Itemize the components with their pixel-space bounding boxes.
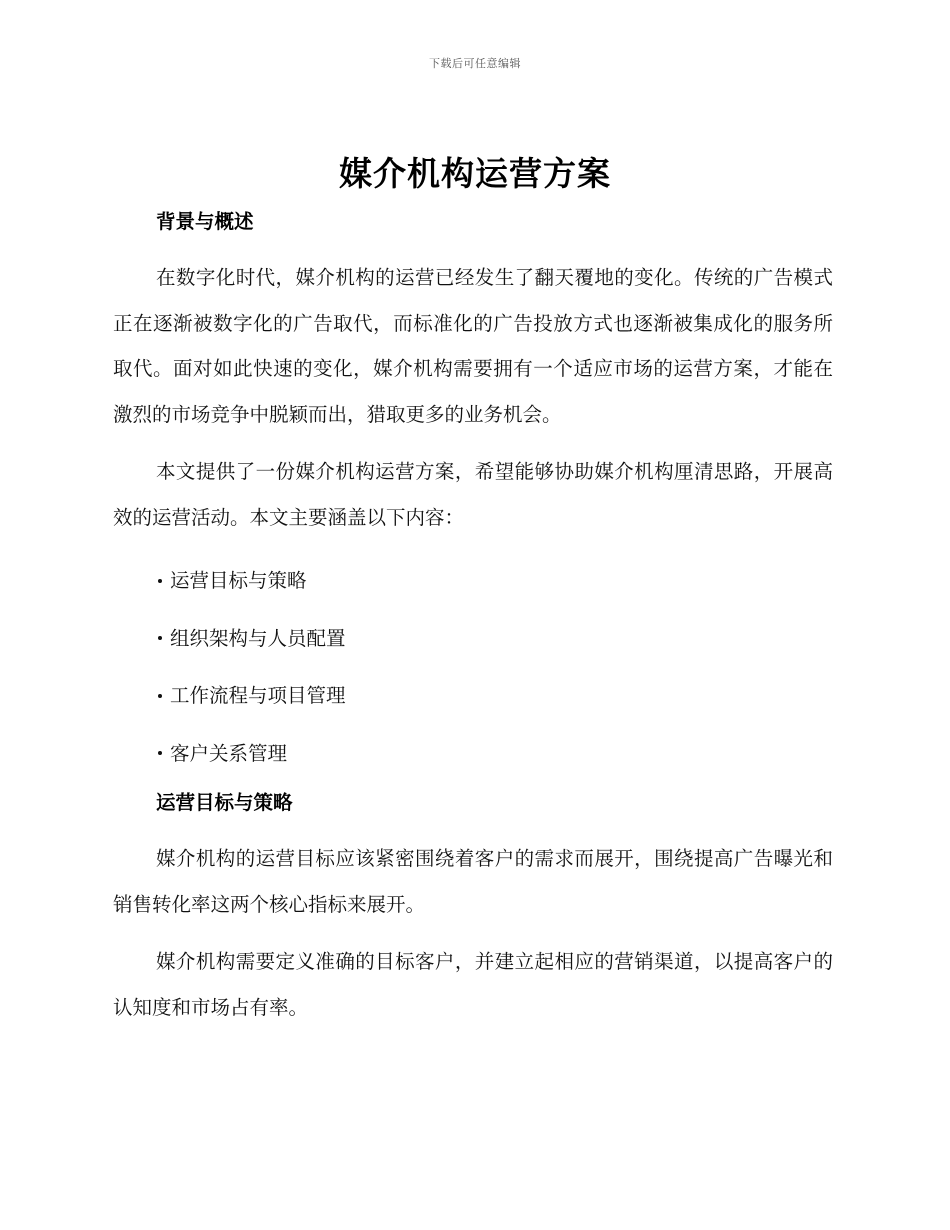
list-item xyxy=(156,667,833,725)
list-item xyxy=(156,552,833,610)
document-body xyxy=(113,203,833,1030)
section-heading-background: 背景与概述 xyxy=(156,210,254,233)
header-note: 下载后可任意编辑 xyxy=(429,57,521,70)
list-item xyxy=(156,610,833,668)
document-title: 媒介机构运营方案 xyxy=(339,154,611,193)
paragraph: 在数字化时代，媒介机构的运营已经发生了翻天覆地的变化。传统的广告模式正在逐渐被数字化的广告取代，而标准化的广告投放方式也逐渐被集成化的服务所取代。面对如此快速的变化，媒介机构需要拥有一个适应市场的运营方案，才能在激烈的市场竞争中脱颖而出，猎取更多的业务机会。 xyxy=(113,266,833,426)
bullet-icon xyxy=(158,751,162,755)
bullet-icon xyxy=(158,636,162,640)
list-item-label: 工作流程与项目管理 xyxy=(170,684,346,707)
paragraph: 媒介机构需要定义准确的目标客户，并建立起相应的营销渠道，以提高客户的认知度和市场占有率。 xyxy=(113,950,833,1019)
contents-list xyxy=(113,552,833,782)
bullet-icon xyxy=(158,579,162,583)
list-item xyxy=(156,725,833,783)
bullet-icon xyxy=(158,694,162,698)
list-item-label: 组织架构与人员配置 xyxy=(170,626,346,650)
list-item-label: 客户关系管理 xyxy=(170,741,288,765)
list-item-label: 运营目标与策略 xyxy=(170,569,307,592)
paragraph: 媒介机构的运营目标应该紧密围绕着客户的需求而展开，围绕提高广告曝光和销售转化率这两个核心指标来展开。 xyxy=(113,847,833,916)
section-heading-goals: 运营目标与策略 xyxy=(156,791,293,814)
paragraph: 本文提供了一份媒介机构运营方案，希望能够协助媒介机构厘清思路，开展高效的运营活动。本文主要涵盖以下内容： xyxy=(113,460,833,529)
